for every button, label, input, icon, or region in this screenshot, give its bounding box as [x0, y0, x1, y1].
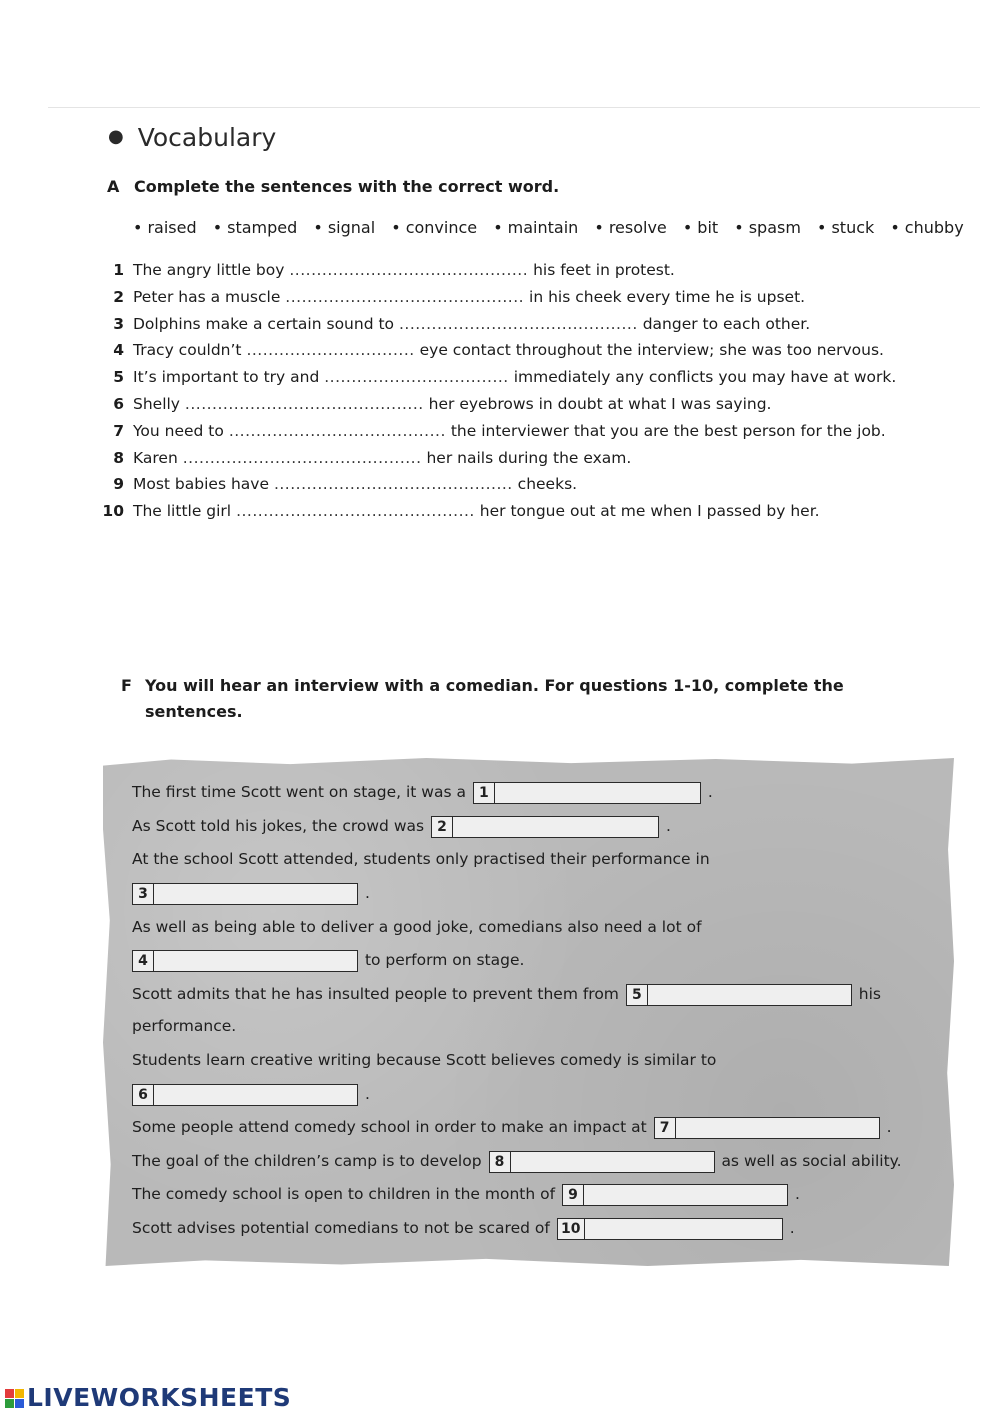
item-text-before: Tracy couldn’t [133, 341, 242, 360]
question-text: Some people attend comedy school in order to make an impact at [132, 1118, 647, 1136]
word-bank-item: • maintain [493, 218, 578, 237]
word-bank-item: • spasm [734, 218, 801, 237]
vocabulary-title: Vocabulary [137, 123, 277, 152]
answer-box[interactable] [626, 984, 852, 1006]
item-text-after: the interviewer that you are the best person for the job. [450, 421, 886, 440]
question-text-after: . [789, 1219, 795, 1237]
question-text-after: . [364, 1085, 370, 1103]
exercise-f-question-line2 [132, 1015, 236, 1037]
answer-box-number: 2 [432, 817, 453, 837]
answer-box-number: 9 [563, 1185, 584, 1205]
question-text: Students learn creative writing because Scott believes comedy is similar to [132, 1051, 717, 1069]
item-number: 6 [113, 394, 124, 413]
liveworksheets-footer[interactable] [5, 1383, 291, 1412]
answer-box[interactable] [654, 1117, 880, 1139]
question-text-after: . [707, 783, 713, 801]
answer-blank[interactable]: ............................................ [182, 448, 422, 467]
exercise-a-heading [107, 177, 559, 196]
item-number: 10 [102, 502, 124, 521]
top-divider [48, 107, 980, 108]
exercise-a-item [98, 311, 938, 338]
answer-blank[interactable]: ............................................ [289, 261, 529, 279]
exercise-a-item [98, 445, 938, 472]
item-text-after: cheeks. [517, 475, 578, 494]
answer-blank[interactable]: ........................................ [228, 421, 446, 440]
answer-box[interactable] [557, 1218, 783, 1240]
word-bank-item: • resolve [594, 218, 666, 237]
answer-box-number: 1 [474, 783, 495, 803]
item-text-after: immediately any conflicts you may have at work. [513, 368, 897, 387]
answer-box[interactable] [132, 1084, 358, 1106]
item-text-before: Most babies have [133, 475, 269, 494]
answer-box-number: 10 [558, 1219, 585, 1239]
item-number: 2 [113, 287, 124, 306]
answer-blank[interactable]: .................................. [324, 368, 509, 387]
exercise-a-item [98, 391, 938, 418]
item-number: 5 [113, 368, 124, 387]
item-text-before: Shelly [133, 394, 180, 413]
question-text-after: his [858, 985, 882, 1003]
exercise-f-question [132, 916, 702, 938]
question-text: Scott advises potential comedians to not be scared of [132, 1219, 550, 1237]
question-text: The comedy school is open to children in the month of [132, 1185, 556, 1203]
item-text-before: It’s important to try and [133, 368, 320, 387]
question-text-after: . [886, 1118, 892, 1136]
item-number: 3 [113, 314, 124, 333]
item-number: 9 [113, 475, 124, 494]
question-text-after: . [665, 817, 671, 835]
answer-box-number: 4 [133, 951, 154, 971]
exercise-a-item [98, 418, 938, 445]
exercise-f-question [132, 1150, 902, 1173]
item-text-before: Dolphins make a certain sound to [133, 314, 395, 333]
footer-brand: LIVEWORKSHEETS [27, 1383, 292, 1412]
answer-box[interactable] [473, 782, 701, 804]
exercise-f-question-line2 [132, 1083, 370, 1106]
question-text-after: . [794, 1185, 800, 1203]
answer-blank[interactable]: ............................................ [273, 475, 513, 494]
item-text-after: her nails during the exam. [426, 448, 632, 467]
answer-blank[interactable]: ............................................ [184, 394, 424, 413]
question-text-after: . [364, 884, 370, 902]
word-bank-item: • signal [313, 218, 375, 237]
answer-blank[interactable]: ............................................ [236, 502, 475, 521]
exercise-a-item [98, 471, 938, 498]
answer-box-number: 3 [133, 884, 154, 904]
question-text: As well as being able to deliver a good joke, comedians also need a lot of [132, 918, 702, 936]
exercise-f-letter: F [121, 676, 132, 695]
item-text-after: in his cheek every time he is upset. [529, 287, 806, 306]
exercise-f-question-line2 [132, 882, 370, 905]
answer-box-number: 8 [490, 1152, 511, 1172]
exercise-f-question [132, 1049, 716, 1071]
exercise-f-question [132, 848, 710, 870]
exercise-a-letter: A [107, 177, 120, 196]
answer-box[interactable] [562, 1184, 788, 1206]
exercise-f-heading [121, 673, 881, 725]
item-number: 7 [113, 421, 124, 440]
word-bank-item: • raised [133, 218, 197, 237]
question-text: Scott admits that he has insulted people to prevent them from [132, 985, 619, 1003]
exercise-f-question [132, 1217, 795, 1240]
answer-box[interactable] [489, 1151, 715, 1173]
answer-blank[interactable]: ............................... [246, 341, 415, 360]
question-text-after: as well as social ability. [721, 1152, 902, 1170]
item-text-after: her eyebrows in doubt at what I was saying. [428, 394, 772, 413]
word-bank-item: • bit [683, 218, 718, 237]
item-text-before: You need to [133, 421, 224, 440]
item-text-after: danger to each other. [642, 314, 811, 333]
exercise-a-instruction: Complete the sentences with the correct word. [134, 177, 560, 196]
answer-box[interactable] [132, 883, 358, 905]
question-text-after-line2: performance. [132, 1017, 237, 1035]
vocabulary-heading [108, 123, 276, 152]
exercise-a-item [98, 337, 938, 364]
item-text-before: Karen [133, 448, 178, 467]
exercise-f-question [132, 815, 671, 838]
item-text-after: eye contact throughout the interview; she was too nervous. [419, 341, 884, 360]
item-number: 1 [113, 261, 124, 279]
exercise-f-question [132, 983, 881, 1006]
exercise-f-question [132, 1116, 892, 1139]
word-bank-item: • stamped [213, 218, 298, 237]
question-text: As Scott told his jokes, the crowd was [132, 817, 425, 835]
word-bank-item: • chubby [890, 218, 963, 237]
exercise-a-item [98, 257, 938, 284]
item-text-after: her tongue out at me when I passed by her. [479, 502, 820, 521]
answer-box[interactable] [431, 816, 659, 838]
item-text-before: The angry little boy [133, 261, 285, 279]
exercise-f-question [132, 781, 713, 804]
exercise-f-instruction-line2: sentences. [145, 702, 243, 721]
word-bank-item: • stuck [817, 218, 874, 237]
question-text: The first time Scott went on stage, it was a [132, 783, 466, 801]
item-text-before: Peter has a muscle [133, 287, 281, 306]
item-text-before: The little girl [133, 502, 232, 521]
exercise-f-question [132, 1183, 800, 1206]
answer-blank[interactable]: ............................................ [398, 314, 638, 333]
exercise-f-instruction-line1: You will hear an interview with a comedian. For questions 1-10, complete the [145, 676, 844, 695]
item-number: 4 [113, 341, 124, 360]
exercise-a-item [98, 498, 938, 525]
exercise-a-item [98, 364, 938, 391]
liveworksheets-logo-icon [5, 1387, 25, 1409]
word-bank [133, 218, 975, 237]
answer-box-number: 5 [627, 985, 648, 1005]
bullet-icon: ● [108, 126, 124, 147]
question-text: At the school Scott attended, students only practised their performance in [132, 850, 710, 868]
word-bank-item: • convince [391, 218, 477, 237]
exercise-f-question-line2 [132, 949, 524, 972]
question-text-after: to perform on stage. [364, 951, 525, 969]
answer-box-number: 6 [133, 1085, 154, 1105]
answer-box[interactable] [132, 950, 358, 972]
exercise-a-list [98, 257, 938, 525]
answer-box-number: 7 [655, 1118, 676, 1138]
item-number: 8 [113, 448, 124, 467]
answer-blank[interactable]: ............................................ [285, 287, 525, 306]
question-text: The goal of the children’s camp is to develop [132, 1152, 482, 1170]
item-text-after: his feet in protest. [533, 261, 675, 279]
exercise-a-item [98, 284, 938, 311]
